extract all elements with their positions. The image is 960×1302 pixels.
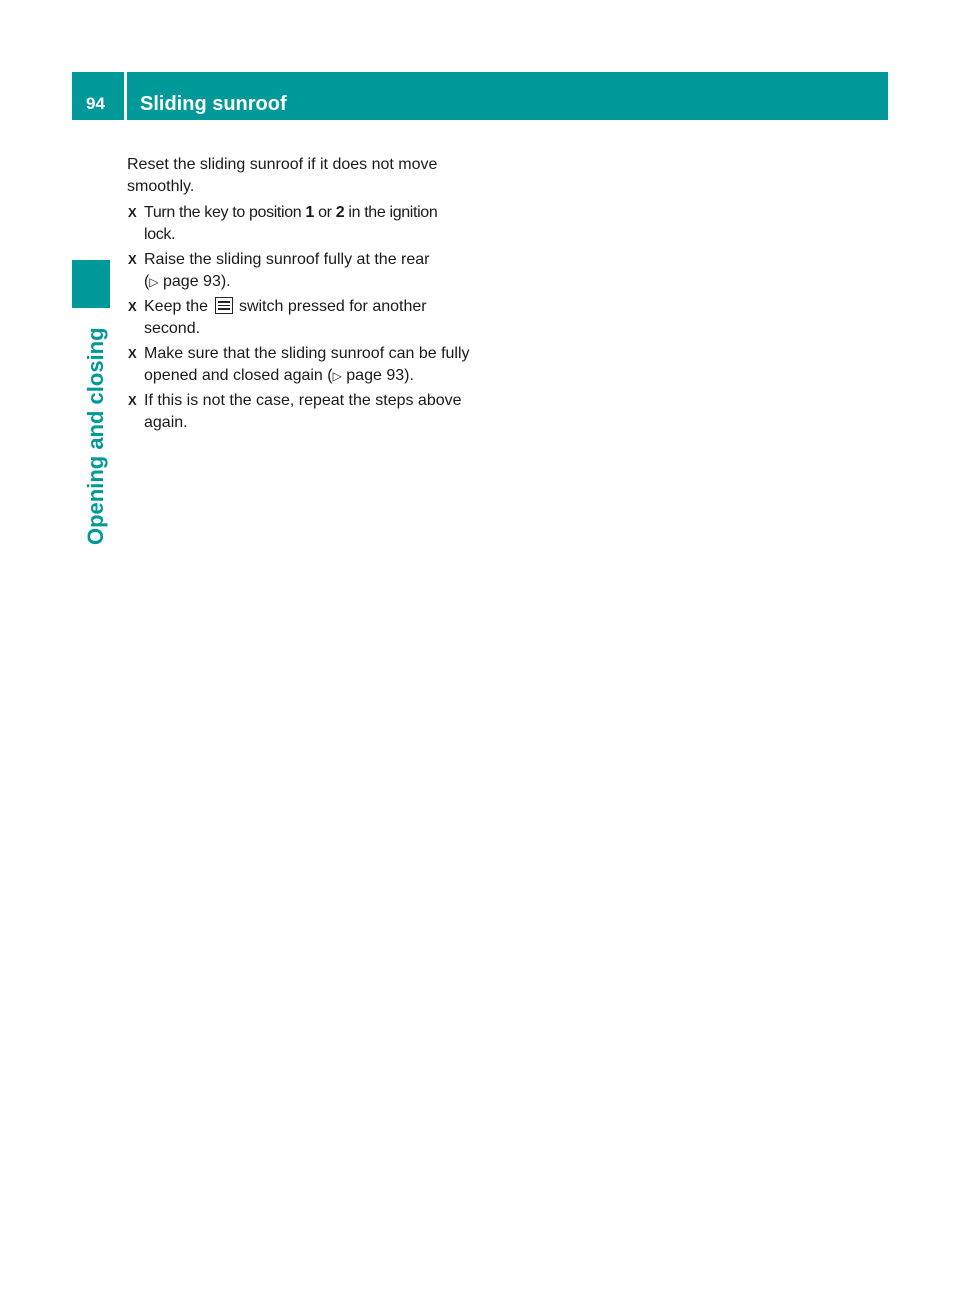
step-text: in the ignition lock. — [144, 204, 438, 243]
reference-arrow-icon: ▷ — [149, 275, 159, 289]
page-number: 94 — [86, 94, 105, 113]
step-bullet-icon: X — [128, 346, 137, 361]
header-divider — [124, 72, 127, 120]
step-item — [127, 202, 472, 246]
step-text: Make sure that the sliding sunroof can be fully opened and closed again ( — [144, 345, 470, 384]
sliding-sunroof-switch-icon — [215, 297, 233, 314]
ref-paren: ( — [144, 273, 150, 290]
chapter-label: Opening and closing — [83, 327, 108, 545]
step-bullet-icon: X — [128, 393, 137, 408]
step-text: switch pressed for another second. — [144, 298, 427, 337]
step-bullet-icon: X — [128, 252, 137, 267]
step-item — [127, 296, 472, 340]
page-reference[interactable]: page 93). — [341, 367, 414, 384]
position-2-label: 2 — [335, 204, 345, 221]
step-text: or — [313, 204, 336, 221]
section-title: Sliding sunroof — [140, 93, 287, 115]
intro-paragraph — [127, 154, 472, 198]
step-text: Turn the key to position — [144, 204, 306, 221]
position-1-label: 1 — [305, 204, 314, 221]
page-reference[interactable] — [144, 273, 231, 290]
intro-line-2: smoothly. — [127, 178, 195, 195]
reference-arrow-icon: ▷ — [332, 369, 342, 383]
step-item — [127, 343, 472, 387]
reference-text: page 93). — [158, 273, 231, 290]
step-item — [127, 390, 472, 434]
intro-line-1: Reset the sliding sunroof if it does not move — [127, 156, 438, 173]
step-text: If this is not the case, repeat the steps above again. — [144, 392, 462, 431]
content-body — [127, 154, 472, 437]
step-item — [127, 249, 472, 293]
step-bullet-icon: X — [128, 205, 137, 220]
step-text: Keep the — [144, 298, 213, 315]
step-bullet-icon: X — [128, 299, 137, 314]
step-text: Raise the sliding sunroof fully at the rear — [144, 251, 430, 268]
